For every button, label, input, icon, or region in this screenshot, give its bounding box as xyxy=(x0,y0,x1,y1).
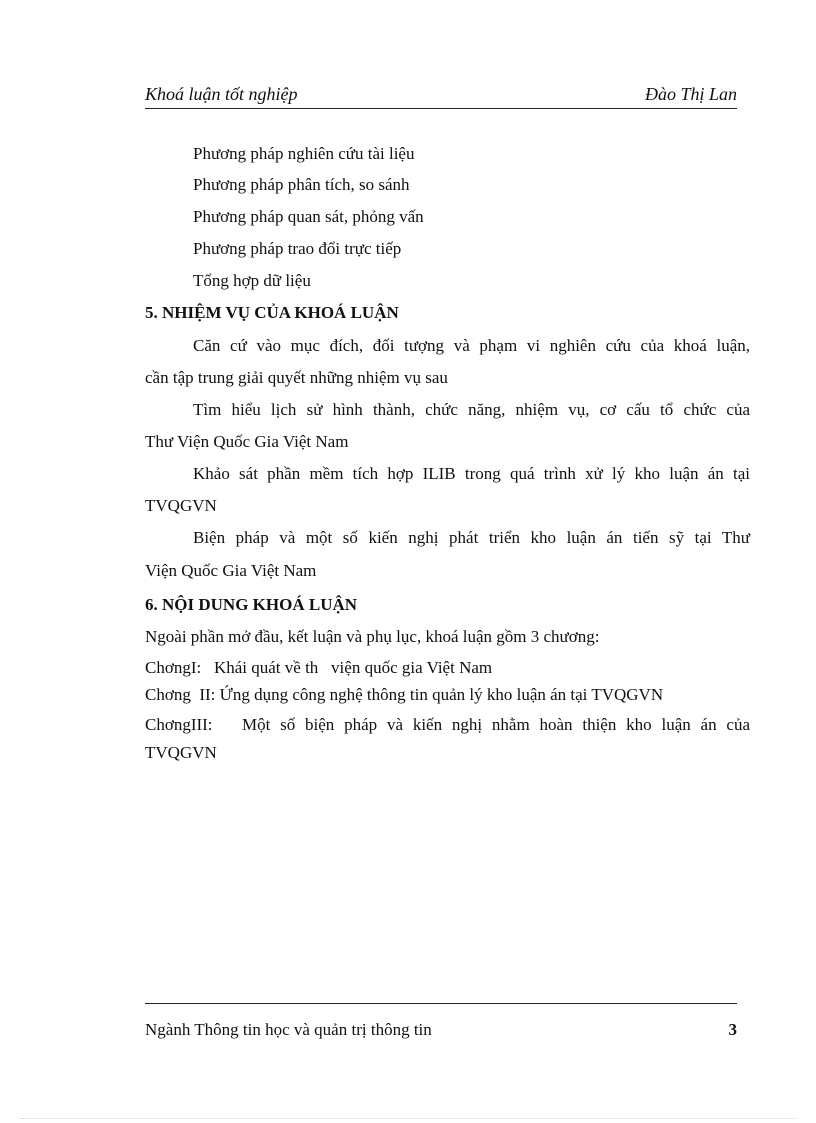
s5-para4-line2: Viện Quốc Gia Việt Nam xyxy=(145,561,317,580)
section-6-heading: 6. NỘI DUNG KHOÁ LUẬN xyxy=(145,595,358,614)
header-author: Đào Thị Lan xyxy=(644,84,737,104)
page-edge-divider xyxy=(20,1118,796,1119)
chapter-3-line2: TVQGVN xyxy=(145,743,217,762)
s6-intro: Ngoài phần mở đầu, kết luận và phụ lục, khoá luận gồm 3 chương: xyxy=(145,627,600,646)
page-number: 3 xyxy=(728,1020,737,1039)
method-item-1: Phương pháp nghiên cứu tài liệu xyxy=(193,144,415,163)
s5-para4-line1: Biện pháp và một số kiến nghị phát triển kho luận án tiến sỹ tại Thư xyxy=(193,528,750,547)
method-item-3: Phương pháp quan sát, phỏng vấn xyxy=(193,207,424,226)
chapter-2: Chơng II: Ứng dụng công nghệ thông tin quản lý kho luận án tại TVQGVN xyxy=(145,685,664,704)
s5-para2-line1: Tìm hiểu lịch sử hình thành, chức năng, nhiệm vụ, cơ cấu tổ chức của xyxy=(193,400,750,419)
s5-para1-line1: Căn cứ vào mục đích, đối tượng và phạm vi nghiên cứu của khoá luận, xyxy=(193,336,750,355)
footer-divider xyxy=(145,1003,737,1004)
s5-para2-line2: Thư Viện Quốc Gia Việt Nam xyxy=(145,432,349,451)
s5-para1-line2: cần tập trung giải quyết những nhiệm vụ sau xyxy=(145,368,448,387)
header-title: Khoá luận tốt nghiệp xyxy=(145,84,298,104)
footer-department: Ngành Thông tin học và quản trị thông tin xyxy=(145,1020,432,1039)
method-item-2: Phương pháp phân tích, so sánh xyxy=(193,175,410,194)
section-5-heading: 5. NHIỆM VỤ CỦA KHOÁ LUẬN xyxy=(145,303,399,322)
method-item-4: Phương pháp trao đổi trực tiếp xyxy=(193,239,402,258)
s5-para3-line1: Khảo sát phần mềm tích hợp ILIB trong quá trình xử lý kho luận án tại xyxy=(193,464,750,483)
page-header xyxy=(145,84,737,109)
chapter-3-line1: ChơngIII: Một số biện pháp và kiến nghị nhằm hoàn thiện kho luận án của xyxy=(145,715,750,734)
chapter-1: ChơngI: Khái quát về th viện quốc gia Việt Nam xyxy=(145,658,493,677)
s5-para3-line2: TVQGVN xyxy=(145,496,217,515)
method-item-5: Tổng hợp dữ liệu xyxy=(193,271,311,290)
